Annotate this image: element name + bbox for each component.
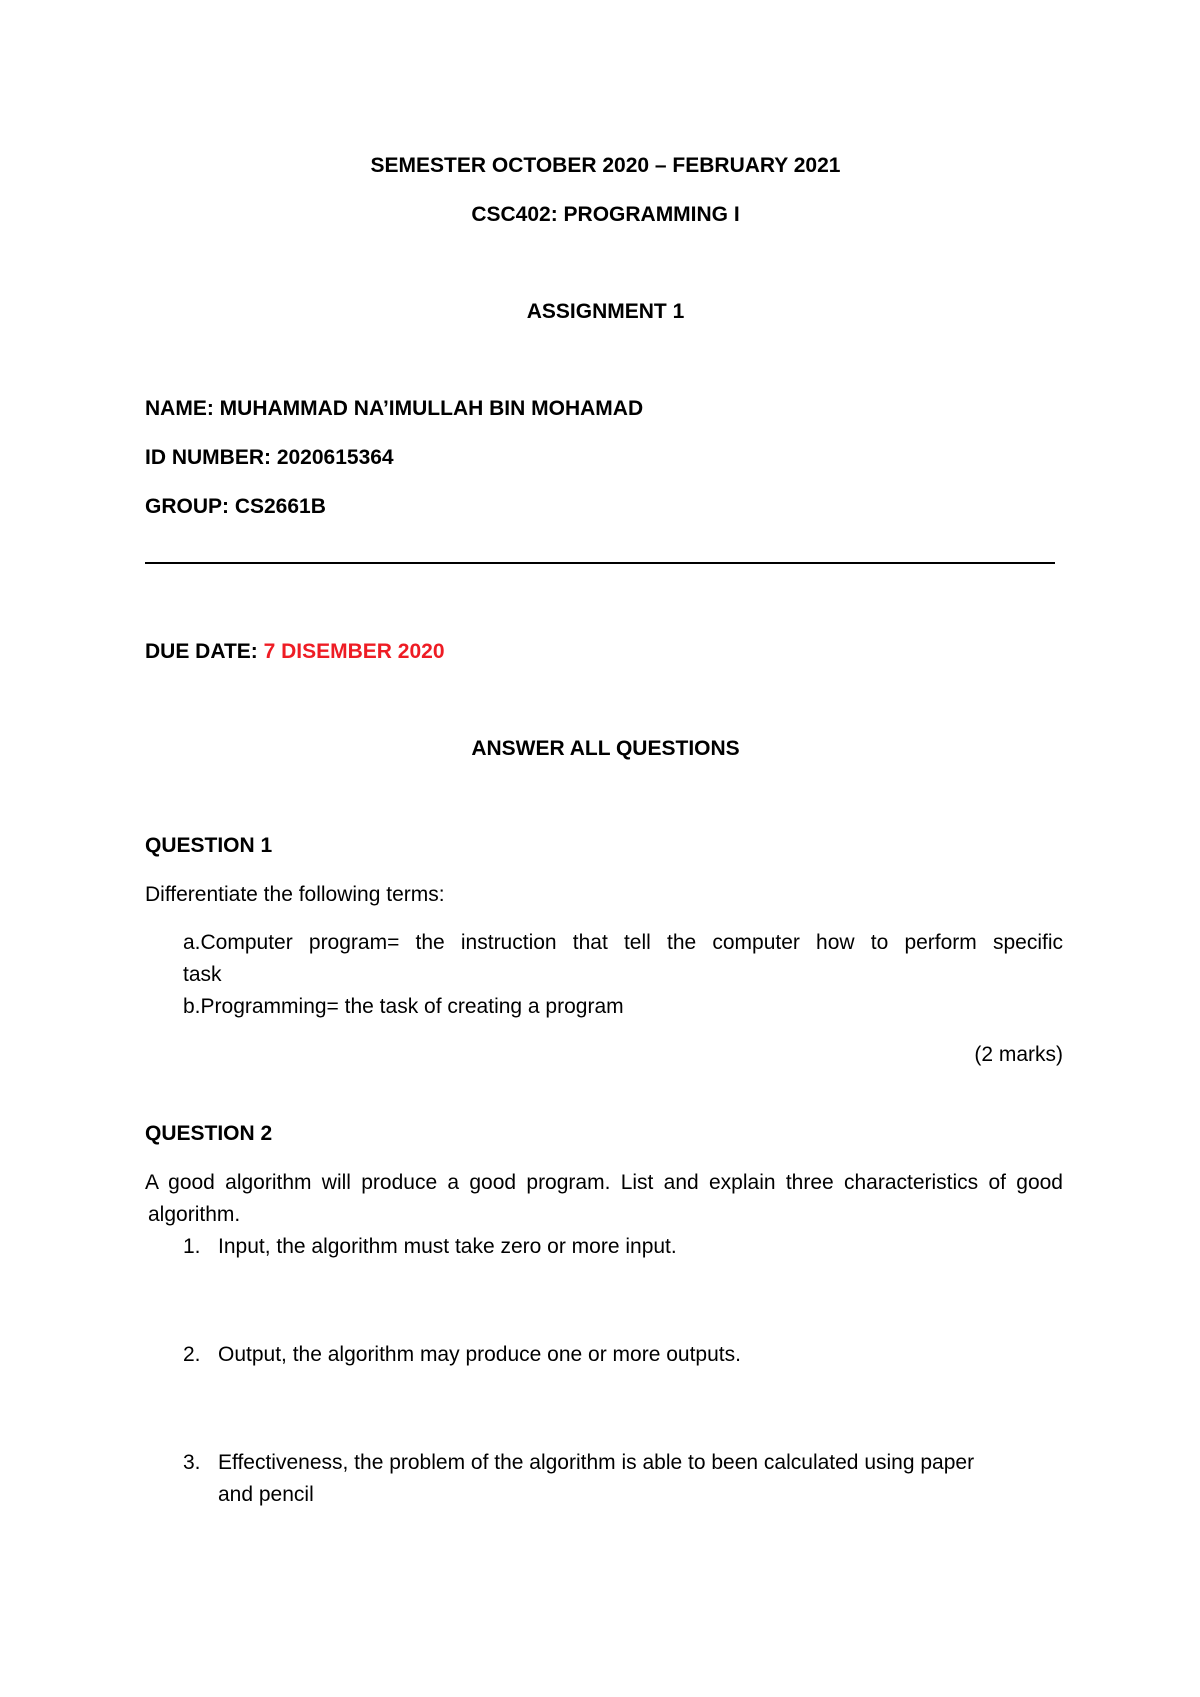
question-2-title: QUESTION 2 [145, 1122, 273, 1145]
question-1-marks: (2 marks) [974, 1043, 1063, 1066]
student-name: NAME: MUHAMMAD NA’IMULLAH BIN MOHAMAD [145, 397, 644, 420]
student-id: ID NUMBER: 2020615364 [145, 446, 394, 469]
due-date [145, 640, 445, 664]
horizontal-divider [145, 562, 1055, 564]
semester-heading: SEMESTER OCTOBER 2020 – FEBRUARY 2021 [370, 154, 841, 177]
list-item-cont: and pencil [218, 1483, 314, 1506]
list-item: Input, the algorithm must take zero or more input. [218, 1235, 677, 1258]
list-item: Effectiveness, the problem of the algorithm is able to been calculated using paper [218, 1451, 975, 1474]
question-1-answer-a: a.Computer program= the instruction that tell the computer how to perform specific [183, 931, 1063, 954]
question-1-title: QUESTION 1 [145, 834, 273, 857]
question-2-prompt-cont: algorithm. [148, 1203, 241, 1226]
list-item-number: 2. [183, 1343, 201, 1366]
list-item-number: 3. [183, 1451, 201, 1474]
due-date-value: 7 DISEMBER 2020 [263, 640, 445, 663]
question-1-prompt: Differentiate the following terms: [145, 883, 445, 906]
list-item: Output, the algorithm may produce one or more outputs. [218, 1343, 741, 1366]
instruction-heading: ANSWER ALL QUESTIONS [471, 737, 740, 760]
student-group: GROUP: CS2661B [145, 495, 326, 518]
question-2-prompt: A good algorithm will produce a good program. List and explain three characteristics of good [145, 1171, 1063, 1194]
due-date-label: DUE DATE: [145, 640, 264, 663]
question-1-answer-b: b.Programming= the task of creating a program [183, 995, 624, 1018]
list-item-number: 1. [183, 1235, 201, 1258]
question-1-answer-a-cont: task [183, 963, 222, 986]
course-heading: CSC402: PROGRAMMING I [471, 203, 740, 226]
assignment-heading: ASSIGNMENT 1 [526, 300, 685, 323]
